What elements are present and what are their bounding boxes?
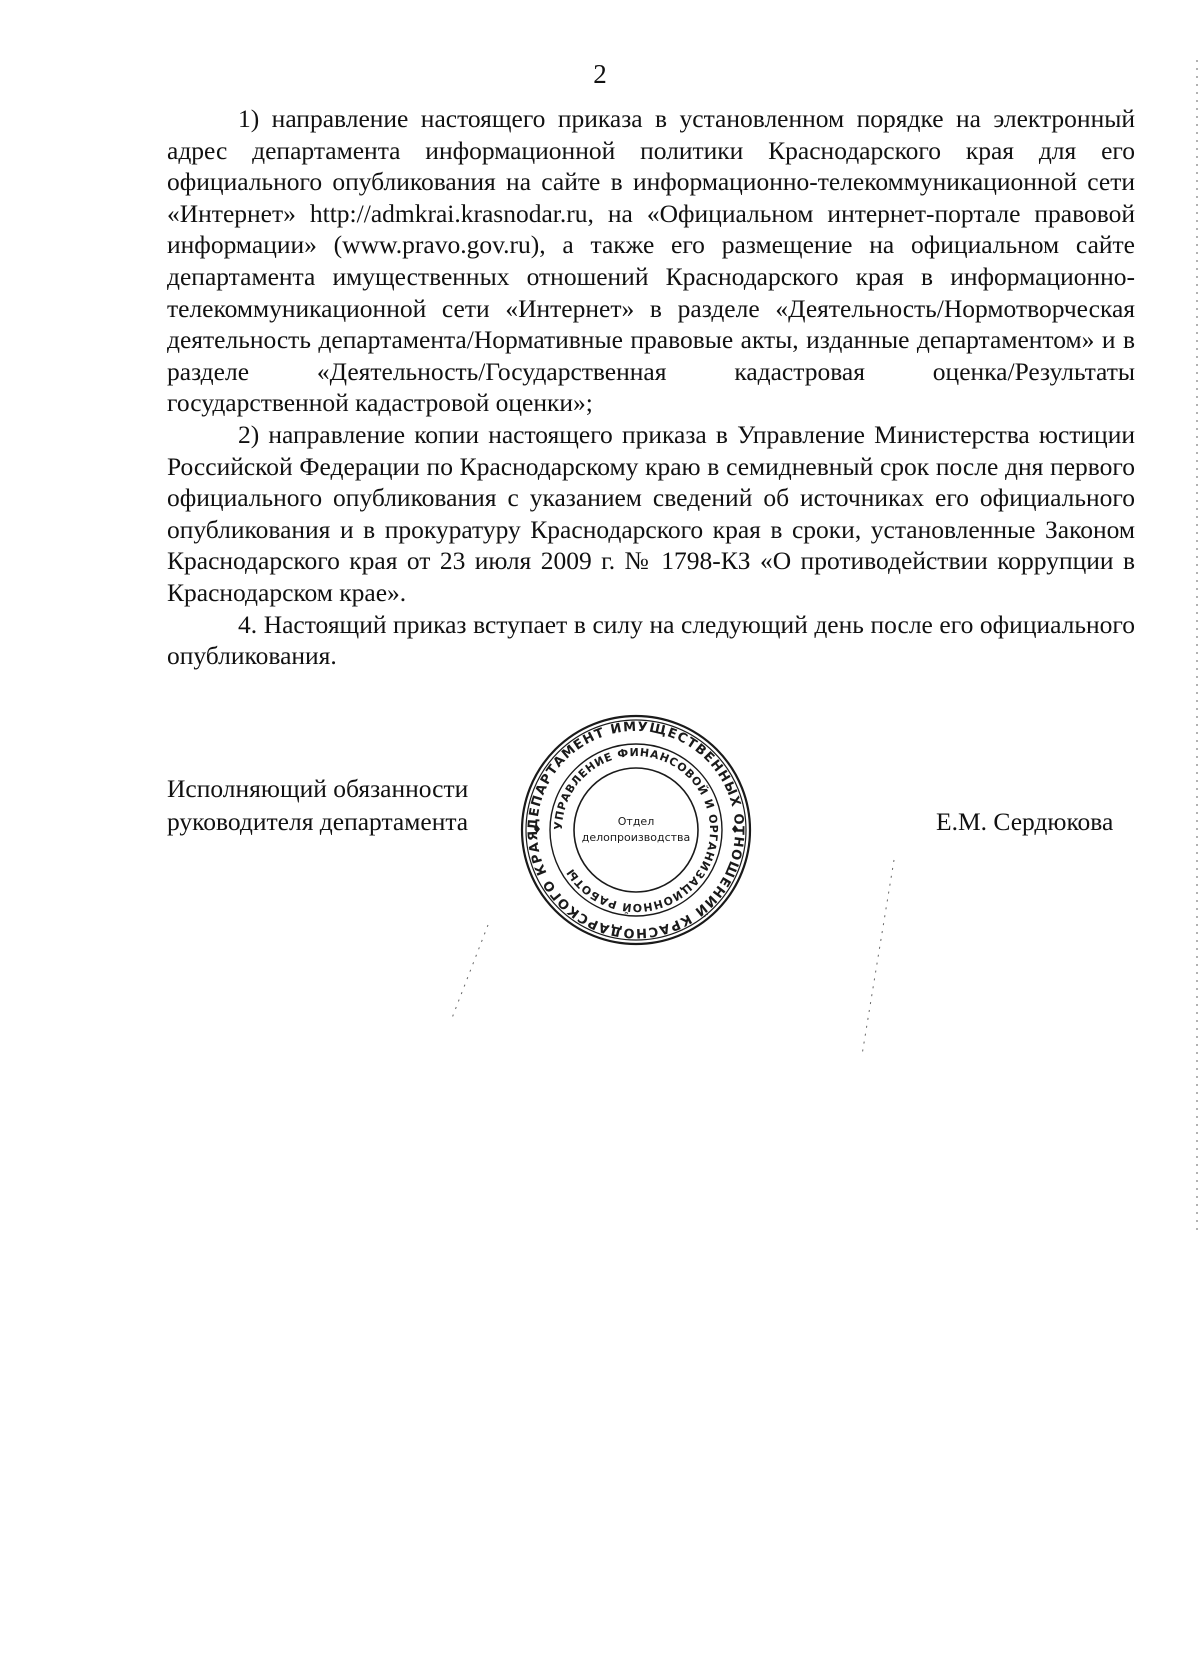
paragraph-entry-into-force: 4. Настоящий приказ вступает в силу на следующий день после его официального опубликования. (167, 609, 1135, 671)
svg-text:УПРАВЛЕНИЕ ФИНАНСОВОЙ И ОРГАНИ (552, 746, 720, 914)
signatory-position (167, 772, 468, 838)
stamp-center-line-1: Отдел (617, 815, 655, 828)
stamp-outer-text: ДЕПАРТАМЕНТ ИМУЩЕСТВЕННЫХ ОТНОШЕНИЙ КРАСНОДАРСКОГО КРАЯ (525, 719, 747, 941)
stamp-inner-text: УПРАВЛЕНИЕ ФИНАНСОВОЙ И ОРГАНИЗАЦИОННОЙ РАБОТЫ (551, 745, 721, 915)
page-number: 2 (593, 59, 607, 89)
paragraph-publication: 1) направление настоящего приказа в установленном порядке на электронный адрес департамента информационной политики Краснодарского края для его официального опубликования на сайте в информационно-телекоммуникационной сети «Интернет» http://admkrai.krasnodar.ru, на «Официальном интернет-портале правовой информации» (www.pravo.gov.ru), а также его размещение на официальном сайте департамента имущественных отношений Краснодарского края в информационно-телекоммуникационной сети «Интернет» в разделе «Деятельность/Нормотворческая деятельность департамента/Нормативные правовые акты, изданные департаментом» и в разделе «Деятельность/Государственная кадастровая оценка/Результаты государственной кадастровой оценки»; (167, 104, 1135, 418)
signatory-name: Е.М. Сердюкова (936, 807, 1114, 836)
paragraph-ministry-copy: 2) направление копии настоящего приказа в Управление Министерства юстиции Российской Федерации по Краснодарскому краю в семидневный срок после дня первого официального опубликования с указанием сведений об источниках его официального опубликования и в прокуратуру Краснодарского края в сроки, установленные Законом Краснодарского края от 23 июля 2009 г. № 1798-КЗ «О противодействии коррупции в Краснодарском крае». (167, 419, 1135, 607)
signatory-position-line-2: руководителя департамента (167, 807, 469, 836)
official-stamp (519, 713, 753, 947)
signatory-position-line-1: Исполняющий обязанности (167, 774, 469, 803)
document-body (167, 103, 1135, 672)
stamp-center-line-2: делопроизводства (581, 831, 691, 844)
